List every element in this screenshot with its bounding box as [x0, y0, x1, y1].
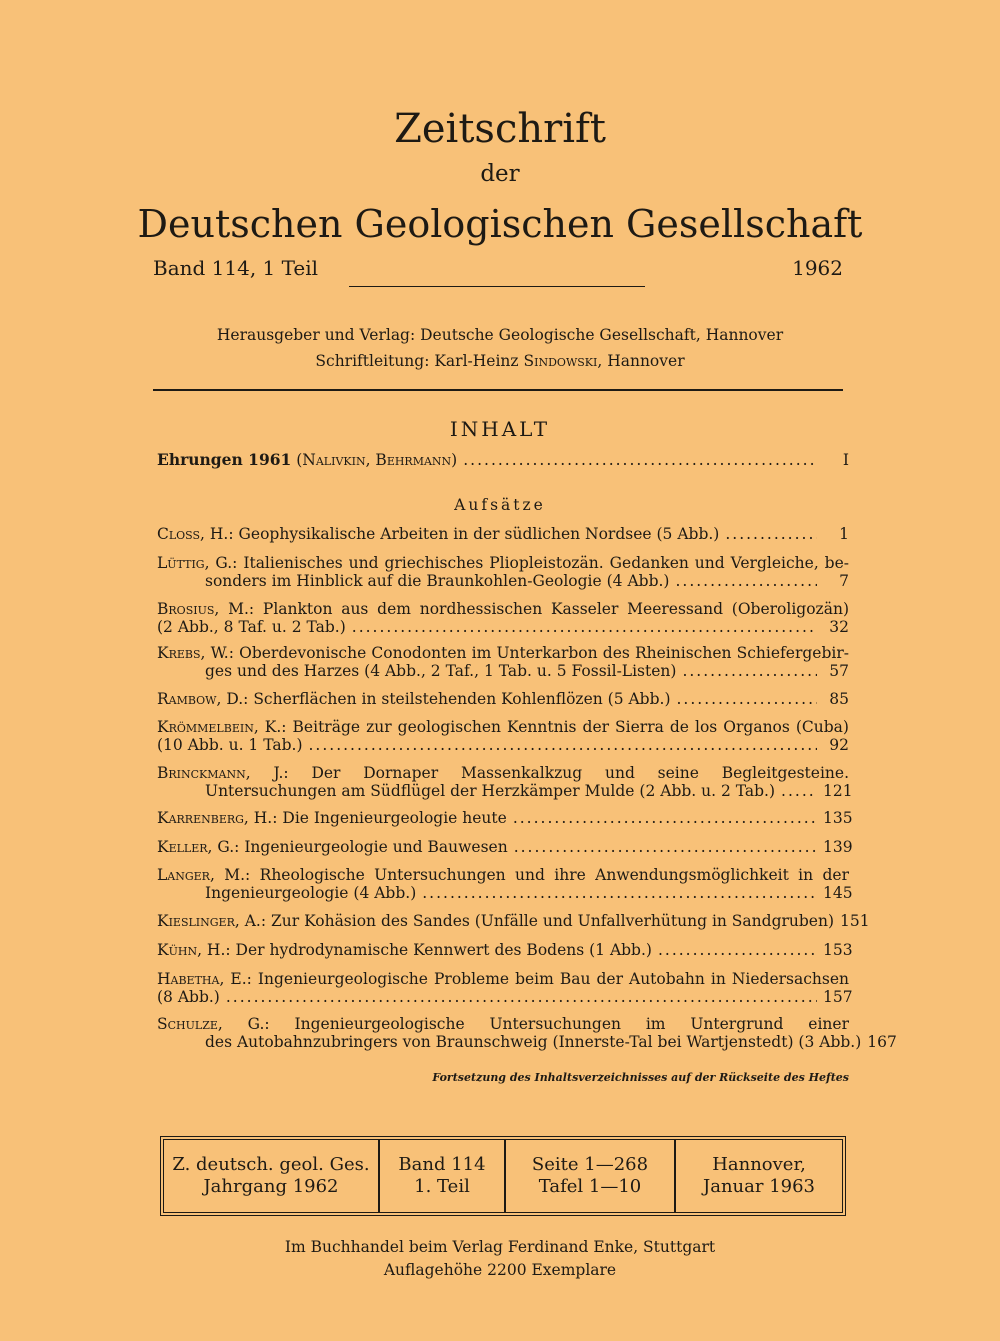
toc-title: Ingenieurgeologie und Bauwesen	[244, 838, 508, 856]
toc-author: Krebs, W.:	[157, 644, 234, 662]
toc-author: Closs, H.:	[157, 525, 234, 543]
toc-entry	[157, 554, 849, 590]
toc-title-cont: (10 Abb. u. 1 Tab.)	[157, 736, 303, 754]
editor-line	[0, 350, 1000, 372]
toc-entry	[157, 912, 870, 930]
contents-heading: INHALT	[449, 417, 551, 441]
toc-entry	[157, 970, 853, 1006]
toc-author: Krömmelbein, K.:	[157, 718, 287, 736]
toc-page: 139	[823, 838, 853, 856]
citation-line: Z. deutsch. geol. Ges.	[172, 1154, 370, 1175]
toc-page: I	[842, 451, 849, 469]
toc-title: Die Ingenieurgeologie heute	[282, 809, 507, 827]
citation-line: Tafel 1—10	[538, 1176, 642, 1197]
toc-author: Rambow, D.:	[157, 690, 249, 708]
toc-author: Schulze, G.:	[157, 1015, 270, 1033]
toc-entry	[157, 764, 853, 800]
toc-title-cont: des Autobahnzubringers von Braunschweig (Innerste-Tal bei Wartjenstedt) (3 Abb.)	[205, 1033, 862, 1051]
footer-print-run: Auflagehöhe 2200 Exemplare	[383, 1261, 617, 1279]
toc-entry	[157, 718, 849, 754]
dot-leader	[658, 941, 817, 959]
volume-label: Band 114, 1 Teil	[153, 256, 319, 280]
toc-title-cont: Ingenieurgeologie (4 Abb.)	[205, 884, 417, 902]
header-rule	[153, 389, 843, 391]
editor-suffix: , Hannover	[597, 352, 685, 370]
dot-leader	[677, 690, 818, 708]
toc-page: 7	[839, 572, 849, 590]
journal-title-der: der	[480, 161, 520, 187]
toc-title-cont: Untersuchungen am Südflügel der Herzkämper Mulde (2 Abb. u. 2 Tab.)	[205, 782, 776, 800]
dot-leader	[725, 525, 817, 543]
toc-page: 92	[829, 736, 849, 754]
toc-title: Ingenieurgeologische Probleme beim Bau der Autobahn in Niedersachsen	[257, 970, 849, 988]
toc-entry	[157, 525, 849, 543]
toc-title: Geophysikalische Arbeiten in der südlichen Nordsee (5 Abb.)	[238, 525, 720, 543]
dot-leader	[682, 662, 817, 680]
toc-entry	[157, 690, 849, 708]
citation-line: Band 114	[398, 1154, 486, 1175]
toc-author: Kieslinger, A.:	[157, 912, 267, 930]
footer-distributor: Im Buchhandel beim Verlag Ferdinand Enke, Stuttgart	[284, 1238, 716, 1256]
toc-page: 1	[839, 525, 849, 543]
toc-page: 153	[823, 941, 853, 959]
toc-author: Habetha, E.:	[157, 970, 252, 988]
dot-leader	[781, 782, 817, 800]
toc-page: 85	[829, 690, 849, 708]
volume-year: 1962	[792, 256, 843, 280]
toc-entry	[157, 644, 849, 680]
honors-names: (Nalivkin, Behrmann)	[296, 451, 458, 469]
toc-author: Brosius, M.:	[157, 600, 255, 618]
toc-entry	[157, 866, 853, 902]
toc-page: 151	[840, 912, 870, 930]
toc-title: Oberdevonische Conodonten im Unterkarbon des Rheinischen Schiefergebir-	[239, 644, 849, 662]
citation-line: Jahrgang 1962	[203, 1176, 339, 1197]
toc-author: Kühn, H.:	[157, 941, 231, 959]
citation-line: 1. Teil	[414, 1176, 470, 1197]
toc-entry	[157, 941, 853, 959]
dot-leader	[514, 838, 817, 856]
volume-rule	[349, 286, 645, 287]
toc-title: Scherflächen in steilstehenden Kohlenflözen (5 Abb.)	[253, 690, 671, 708]
honors-label: Ehrungen 1961	[157, 450, 292, 469]
toc-title: Der hydrodynamische Kennwert des Bodens (1 Abb.)	[235, 941, 652, 959]
citation-cell-pages	[504, 1140, 674, 1212]
dot-leader	[675, 572, 817, 590]
toc-title: Plankton aus dem nordhessischen Kasseler Meeressand (Oberoligozän)	[262, 600, 849, 618]
toc-page: 145	[823, 884, 853, 902]
toc-page: 32	[829, 618, 849, 636]
toc-title: Der Dornaper Massenkalkzug und seine Begleitgesteine.	[311, 764, 849, 782]
toc-entry	[157, 838, 853, 856]
citation-cell-journal	[164, 1140, 378, 1212]
citation-line: Januar 1963	[703, 1176, 815, 1197]
editor-prefix: Schriftleitung: Karl-Heinz	[315, 352, 524, 370]
articles-heading: Aufsätze	[454, 496, 546, 514]
toc-entry	[157, 809, 853, 827]
volume-line	[153, 256, 843, 290]
toc-title: Ingenieurgeologische Untersuchungen im Untergrund einer	[294, 1015, 849, 1033]
dot-leader	[463, 451, 817, 469]
toc-title-cont: (2 Abb., 8 Taf. u. 2 Tab.)	[157, 618, 346, 636]
toc-title-cont: ges und des Harzes (4 Abb., 2 Taf., 1 Tab. u. 5 Fossil-Listen)	[205, 662, 677, 680]
toc-title: Beiträge zur geologischen Kenntnis der Sierra de los Organos (Cuba)	[292, 718, 849, 736]
continuation-note: Fortsetzung des Inhaltsverzeichnisses auf der Rückseite des Heftes	[432, 1071, 849, 1084]
journal-subtitle: Deutschen Geologischen Gesellschaft	[137, 202, 863, 246]
dot-leader	[422, 884, 817, 902]
toc-title: Rheologische Untersuchungen und ihre Anwendungsmöglichkeit in der	[259, 866, 849, 884]
toc-author: Langer, M.:	[157, 866, 251, 884]
citation-box	[160, 1136, 846, 1216]
citation-line: Hannover,	[712, 1154, 806, 1175]
toc-page: 157	[823, 988, 853, 1006]
citation-cell-place-date	[674, 1140, 842, 1212]
toc-page: 167	[867, 1033, 897, 1051]
toc-author: Karrenberg, H.:	[157, 809, 278, 827]
toc-author: Lüttig, G.:	[157, 554, 238, 572]
toc-title: Italienisches und griechisches Pliopleistozän. Gedanken und Vergleiche, be-	[243, 554, 849, 572]
publisher-line: Herausgeber und Verlag: Deutsche Geologische Gesellschaft, Hannover	[216, 326, 784, 344]
toc-title-cont: sonders im Hinblick auf die Braunkohlen-Geologie (4 Abb.)	[205, 572, 670, 590]
toc-page: 121	[823, 782, 853, 800]
toc-author: Brinckmann, J.:	[157, 764, 289, 782]
toc-author: Keller, G.:	[157, 838, 240, 856]
toc-page: 57	[829, 662, 849, 680]
journal-title: Zeitschrift	[394, 106, 606, 152]
citation-cell-volume	[378, 1140, 504, 1212]
dot-leader	[226, 988, 817, 1006]
toc-honors	[157, 451, 849, 469]
dot-leader	[309, 736, 818, 754]
toc-entry	[157, 1015, 897, 1051]
dot-leader	[352, 618, 817, 636]
toc-title: Zur Kohäsion des Sandes (Unfälle und Unfallverhütung in Sandgruben)	[271, 912, 835, 930]
toc-entry	[157, 600, 849, 636]
dot-leader	[513, 809, 817, 827]
toc-title-cont: (8 Abb.)	[157, 988, 220, 1006]
editor-name: Sindowski	[523, 352, 598, 370]
citation-line: Seite 1—268	[531, 1154, 649, 1175]
toc-page: 135	[823, 809, 853, 827]
